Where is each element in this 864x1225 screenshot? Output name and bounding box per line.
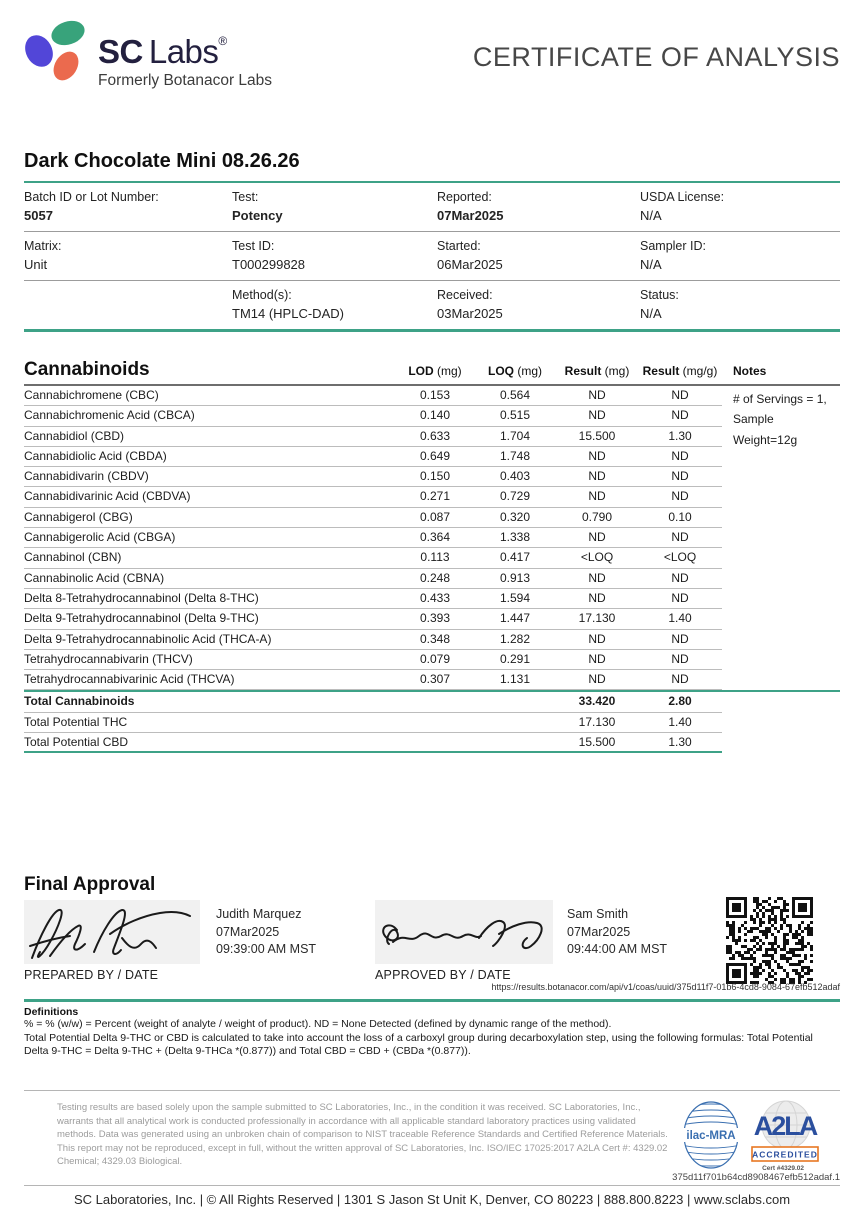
- total-result-mg: 33.420: [578, 694, 616, 709]
- logo-text: [98, 18, 272, 90]
- info-label: Matrix:: [24, 239, 62, 253]
- info-value: 03Mar2025: [437, 306, 503, 321]
- result-mg-value: 0.790: [581, 509, 613, 524]
- info-row: [24, 183, 840, 232]
- total-name: Total Potential CBD: [24, 735, 129, 750]
- lod-value: 0.649: [419, 448, 451, 463]
- table-row: [24, 630, 722, 650]
- lod-value: 0.393: [419, 611, 451, 626]
- loq-value: 0.515: [499, 408, 531, 423]
- footer-text: SC Laboratories, Inc. | © All Rights Reserved | 1301 S Jason St Unit K, Denver, CO 80223 | 888.800.8223 | www.sclabs.com: [73, 1192, 791, 1207]
- analyte-name: Tetrahydrocannabivarin (THCV): [24, 651, 193, 666]
- prepared-by-label: PREPARED BY / DATE: [24, 968, 159, 982]
- result-mg-value: ND: [588, 388, 606, 402]
- result-mg-value: ND: [588, 489, 606, 504]
- sc-labs-logo: [24, 18, 272, 90]
- analyte-name: Cannabigerolic Acid (CBGA): [24, 530, 176, 545]
- prepared-name: Judith Marquez: [216, 907, 302, 921]
- approved-by-label: APPROVED BY / DATE: [375, 968, 511, 982]
- info-label: Sampler ID:: [640, 239, 706, 253]
- result-mg-value: ND: [588, 448, 606, 463]
- loq-value: 1.131: [499, 672, 531, 687]
- info-label: Test ID:: [232, 239, 275, 253]
- table-row: [24, 589, 722, 609]
- cannabinoids-table-header: [24, 352, 840, 386]
- table-row: [24, 670, 722, 690]
- result-mgg-value: ND: [671, 631, 689, 646]
- analyte-name: Cannabidiolic Acid (CBDA): [24, 448, 167, 463]
- info-row: [24, 232, 840, 281]
- info-value: TM14 (HPLC-DAD): [232, 306, 344, 321]
- cannabinoids-section-title: Cannabinoids: [24, 359, 150, 380]
- column-header-name: LOQ: [488, 364, 514, 378]
- column-header-unit: (mg): [514, 364, 542, 378]
- info-value: 07Mar2025: [437, 208, 504, 223]
- disclaimer-section: [24, 1090, 840, 1186]
- result-mg-value: ND: [588, 469, 606, 484]
- loq-value: 1.282: [499, 631, 531, 646]
- result-mgg-value: ND: [671, 590, 689, 605]
- ilac-mra-label: ilac-MRA: [686, 1130, 736, 1142]
- green-divider: [24, 999, 840, 1002]
- result-mg-value: ND: [588, 570, 606, 585]
- total-result-mgg: 2.80: [668, 694, 692, 709]
- prepared-meta: [216, 906, 316, 959]
- result-mgg-value: ND: [671, 530, 689, 545]
- result-mgg-value: ND: [671, 408, 689, 423]
- analyte-name: Cannabichromene (CBC): [24, 388, 159, 402]
- result-mg-value: 15.500: [578, 428, 616, 443]
- column-header-unit: (mg): [601, 364, 630, 378]
- info-cell: [24, 190, 232, 223]
- analyte-name: Cannabinol (CBN): [24, 550, 122, 565]
- lod-value: 0.087: [419, 509, 451, 524]
- result-mgg-value: ND: [671, 651, 689, 666]
- qr-code: [726, 897, 813, 984]
- sample-name: Dark Chocolate Mini 08.26.26: [24, 150, 300, 172]
- registered-mark: ®: [218, 34, 227, 48]
- analyte-name: Delta 8-Tetrahydrocannabinol (Delta 8-THC): [24, 590, 259, 605]
- result-mgg-value: ND: [671, 489, 689, 504]
- info-cell: [437, 190, 640, 223]
- approved-signature-icon: [375, 900, 553, 964]
- analyte-name: Cannabinolic Acid (CBNA): [24, 570, 165, 585]
- table-row: [24, 609, 722, 629]
- document-title: CERTIFICATE OF ANALYSIS: [472, 42, 840, 72]
- total-result-mgg: 1.30: [668, 735, 692, 750]
- approved-date: 07Mar2025: [567, 924, 631, 939]
- info-cell: [232, 288, 437, 321]
- column-header-name: Notes: [733, 364, 767, 378]
- result-mg-value: ND: [588, 651, 606, 666]
- cert-number: Cert #4329.02: [762, 1165, 804, 1172]
- note-line: # of Servings = 1,: [733, 392, 827, 406]
- result-mgg-value: ND: [671, 672, 689, 687]
- lod-value: 0.113: [420, 550, 450, 565]
- table-row: [24, 386, 722, 406]
- loq-value: 0.291: [499, 651, 531, 666]
- info-label: Received:: [437, 288, 493, 302]
- approved-signature: [375, 900, 553, 964]
- lod-value: 0.348: [419, 631, 451, 646]
- info-label: Status:: [640, 288, 679, 302]
- ilac-mra-logo-icon: [681, 1099, 741, 1171]
- analyte-name: Cannabidivarin (CBDV): [24, 469, 149, 484]
- table-row: [24, 528, 722, 548]
- analyte-name: Cannabidiol (CBD): [24, 428, 125, 443]
- result-mgg-value: ND: [671, 469, 689, 484]
- result-mgg-value: <LOQ: [663, 550, 697, 565]
- analyte-name: Delta 9-Tetrahydrocannabinolic Acid (THCA-A): [24, 631, 272, 646]
- disclaimer-text: Testing results are based solely upon the sample submitted to SC Laboratories, Inc., in the condition it was received. SC Laboratories, Inc., warrants that all analytical work is conducted professionally in accordance with all applicable standard laboratory practices using validated methods. Data was generated using an unbroken chain of comparison to NIST traceable Reference Standards and Certified Reference Materials. This report may not be reproduced, except in full, without the written approval of SC Laboratories, Inc. ISO/IEC 17025:2017 A2LA Cert #: 4329.02 Chemical; 4329.03 Biological.: [57, 1102, 668, 1167]
- prepared-time: 09:39:00 AM MST: [216, 942, 317, 956]
- final-approval-heading: Final Approval: [24, 874, 156, 895]
- table-row: [24, 508, 722, 528]
- result-mgg-value: ND: [671, 570, 689, 585]
- column-header-name: LOD: [408, 364, 434, 378]
- loq-value: 0.320: [499, 509, 531, 524]
- result-mg-value: <LOQ: [580, 550, 614, 565]
- analyte-name: Cannabichromenic Acid (CBCA): [24, 408, 195, 423]
- column-header: [390, 364, 480, 378]
- loq-value: 1.704: [499, 428, 531, 443]
- note-line: Sample Weight=12g: [733, 412, 798, 447]
- table-row: [24, 548, 722, 568]
- definition-line: Total Potential Delta 9-THC or CBD is calculated to take into account the loss of a carboxyl group during decarboxylation step, using the following formulas: Total Potential Delta 9-THC = Delta 9-THC + (Delta 9-THCa *(0.877)) and Total CBD = CBD + (CBDa *(0.877)).: [24, 1031, 813, 1057]
- info-value: N/A: [640, 208, 662, 223]
- total-row: [24, 713, 722, 733]
- info-cell: [640, 239, 840, 272]
- result-mg-value: ND: [588, 408, 606, 423]
- info-label: Started:: [437, 239, 481, 253]
- lod-value: 0.248: [419, 570, 451, 585]
- analyte-name: Tetrahydrocannabivarinic Acid (THCVA): [24, 672, 235, 687]
- column-header-name: Result: [642, 364, 680, 378]
- approved-time: 09:44:00 AM MST: [567, 942, 668, 956]
- info-cell: [640, 190, 840, 223]
- info-label: Batch ID or Lot Number:: [24, 190, 159, 204]
- lod-value: 0.140: [419, 408, 451, 423]
- definitions-section: [24, 1006, 840, 1059]
- total-result-mgg: 1.40: [668, 714, 692, 729]
- approved-meta: [567, 906, 667, 959]
- prepared-date: 07Mar2025: [216, 924, 280, 939]
- info-value: T000299828: [232, 257, 306, 272]
- lod-value: 0.433: [419, 590, 451, 605]
- sample-info-table: [24, 181, 840, 332]
- loq-value: 1.594: [499, 590, 531, 605]
- total-name: Total Potential THC: [24, 714, 128, 729]
- lod-value: 0.307: [419, 672, 451, 687]
- lod-value: 0.271: [419, 489, 451, 504]
- column-header-unit: (mg): [433, 364, 462, 378]
- cannabinoids-totals: [24, 690, 840, 753]
- table-row: [24, 467, 722, 487]
- column-header: [552, 364, 642, 378]
- info-cell: [24, 288, 232, 321]
- info-label: Reported:: [437, 190, 492, 204]
- loq-value: 0.564: [499, 388, 531, 402]
- loq-value: 0.913: [499, 570, 531, 585]
- info-value: Unit: [24, 257, 48, 272]
- column-header: [635, 364, 725, 378]
- brand-tagline: Formerly Botanacor Labs: [98, 72, 273, 89]
- column-header-name: Result: [564, 364, 602, 378]
- info-cell: [640, 288, 840, 321]
- total-result-mg: 15.500: [578, 735, 616, 750]
- column-header-unit: (mg/g): [679, 364, 718, 378]
- info-label: Test:: [232, 190, 259, 204]
- info-row: [24, 281, 840, 329]
- definitions-heading: Definitions: [24, 1006, 79, 1018]
- analyte-name: Cannabigerol (CBG): [24, 509, 133, 524]
- info-value: N/A: [640, 257, 662, 272]
- lod-value: 0.153: [419, 388, 451, 402]
- info-label: USDA License:: [640, 190, 725, 204]
- lod-value: 0.079: [419, 651, 451, 666]
- total-name: Total Cannabinoids: [24, 694, 135, 709]
- column-header: [470, 364, 560, 378]
- accredited-label: ACCREDITED: [752, 1149, 818, 1160]
- final-approval-section: [24, 874, 840, 996]
- table-row: [24, 406, 722, 426]
- info-cell: [232, 239, 437, 272]
- info-cell: [437, 288, 640, 321]
- a2la-accredited-logo-icon: [746, 1097, 824, 1175]
- loq-value: 1.447: [499, 611, 531, 626]
- info-label: Method(s):: [232, 288, 292, 302]
- lod-value: 0.150: [419, 469, 451, 484]
- total-row: [24, 733, 722, 753]
- lod-value: 0.364: [419, 530, 451, 545]
- analyte-name: Cannabidivarinic Acid (CBDVA): [24, 489, 191, 504]
- a2la-label: A2LA: [753, 1111, 817, 1141]
- result-mg-value: ND: [588, 530, 606, 545]
- total-row: [24, 692, 722, 712]
- info-value: 06Mar2025: [437, 257, 503, 272]
- total-result-mg: 17.130: [578, 714, 616, 729]
- result-mgg-value: ND: [671, 388, 689, 402]
- info-cell: [437, 239, 640, 272]
- definition-line: % = % (w/w) = Percent (weight of analyte / weight of product). ND = None Detected (defined by dynamic range of the method).: [24, 1018, 612, 1030]
- report-id: 375d11f701b64cd8908467efb512adaf.1: [672, 1172, 840, 1183]
- cannabinoids-table: [24, 352, 840, 753]
- result-mg-value: ND: [588, 672, 606, 687]
- lod-value: 0.633: [419, 428, 451, 443]
- loq-value: 0.417: [499, 550, 531, 565]
- result-mgg-value: 1.40: [668, 611, 692, 626]
- approved-name: Sam Smith: [567, 907, 629, 921]
- result-mgg-value: ND: [671, 448, 689, 463]
- result-mgg-value: 1.30: [668, 428, 692, 443]
- prepared-signature-icon: [24, 900, 200, 964]
- table-row: [24, 487, 722, 507]
- result-mg-value: ND: [588, 590, 606, 605]
- table-row: [24, 650, 722, 670]
- info-value: Potency: [232, 208, 283, 223]
- info-value: N/A: [640, 306, 662, 321]
- analyte-name: Delta 9-Tetrahydrocannabinol (Delta 9-THC): [24, 611, 259, 626]
- loq-value: 1.748: [499, 448, 531, 463]
- results-url: https://results.botanacor.com/api/v1/coas/uuid/375d11f7-01b6-4cd8-9084-67efb512adaf: [491, 982, 840, 992]
- logo-mark-icon: [24, 18, 86, 82]
- notes-column: [733, 389, 840, 450]
- result-mg-value: 17.130: [578, 611, 616, 626]
- result-mg-value: ND: [588, 631, 606, 646]
- info-cell: [232, 190, 437, 223]
- column-header: [733, 364, 766, 378]
- prepared-signature: [24, 900, 200, 964]
- info-value: 5057: [24, 208, 53, 223]
- info-cell: [24, 239, 232, 272]
- table-row: [24, 447, 722, 467]
- brand-name: SC Labs®: [98, 33, 227, 70]
- loq-value: 1.338: [499, 530, 531, 545]
- table-row: [24, 427, 722, 447]
- loq-value: 0.403: [499, 469, 531, 484]
- cannabinoids-table-body: [24, 386, 840, 690]
- table-row: [24, 569, 722, 589]
- loq-value: 0.729: [499, 489, 531, 504]
- result-mgg-value: 0.10: [668, 509, 692, 524]
